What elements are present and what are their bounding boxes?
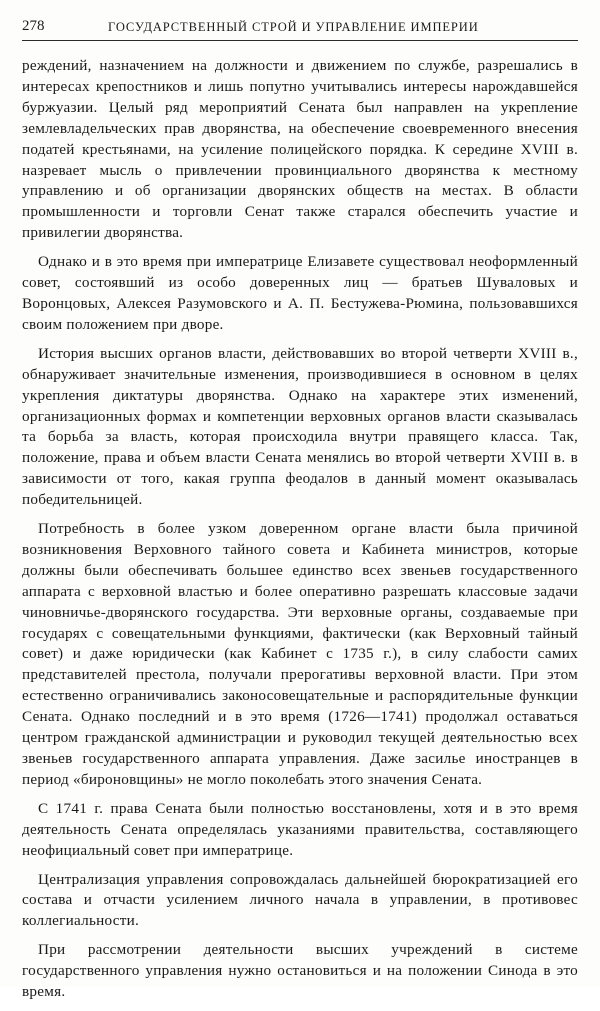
paragraph-2: Однако и в это время при императрице Елизавете существовал неоформленный совет, состоявший из особо доверенных лиц — братьев Шуваловых и Воронцовых, Алексея Разумовского и А. П. Бестужева-Рюмина, пользовавшихся своим положением при дворе. <box>22 253 578 333</box>
page-header <box>22 18 578 41</box>
page-number: 278 <box>22 18 45 34</box>
paragraph-3: История высших органов власти, действовавших во второй четверти XVIII в., обнаруживает значительные изменения, производившиеся в основном в целях укрепления диктатуры дворянства. Однако на характере этих изменений, организационных формах и компетенции верховных органов власти сказывалась та борьба за власть, которая происходила внутри правящего класса. Так, положение, права и объем власти Сената менялись во второй четверти XVIII в. в зависимости от того, какая группа феодалов в данный момент оказывалась победительницей. <box>22 344 578 509</box>
running-title: ГОСУДАРСТВЕННЫЙ СТРОЙ И УПРАВЛЕНИЕ ИМПЕРИИ <box>108 20 479 34</box>
body-text <box>22 56 578 1011</box>
paragraph-7: При рассмотрении деятельности высших учреждений в системе государственного управления нужно остановиться и на положении Синода в это время. <box>22 941 578 1001</box>
paragraph-6: Централизация управления сопровождалась дальнейшей бюрократизацией его состава и отчасти усилением личного начала в управлении, в противовес коллегиальности. <box>22 870 578 930</box>
paragraph-1: реждений, назначением на должности и движением по службе, разрешались в интересах крепостников и лишь попутно учитывались интересы нарождавшейся буржуазии. Целый ряд мероприятий Сената был направлен на укрепление землевладельческих прав дворянства, на обеспечение своевременного внесения податей крестьянами, на усиление полицейского порядка. К середине XVIII в. назревает мысль о привлечении провинциального дворянства к местному управлению и об организации дворянских обществ на местах. В области промышленности и торговли Сенат также старался обеспечить участие и привилегии дворянства. <box>22 57 578 242</box>
paragraph-4: Потребность в более узком доверенном органе власти была причиной возникновения Верховного тайного совета и Кабинета министров, которые должны были обеспечивать большее единство всех звеньев государственного аппарата с верховной властью и более оперативно разрешать классовые задачи чиновничье-дворянского государства. Эти верховные органы, создаваемые при государях с совещательными функциями, фактически (как Верховный тайный совет) и даже юридически (как Кабинет с 1735 г.), в силу слабости самих представителей престола, получали прерогативы верховной власти. При этом естественно ограничивались законосовещательные и распорядительные функции Сената. Однако последний и в это время (1726—1741) продолжал оставаться центром гражданской администрации и руководил текущей деятельностью всех звеньев государственного аппарата управления. Даже засилье иностранцев в период «бироновщины» не могло поколебать этого значения Сената. <box>22 520 578 788</box>
paragraph-5: С 1741 г. права Сената были полностью восстановлены, хотя и в это время деятельность Сената определялась указаниями правительства, составляющего неофициальный совет при императрице. <box>22 799 578 859</box>
